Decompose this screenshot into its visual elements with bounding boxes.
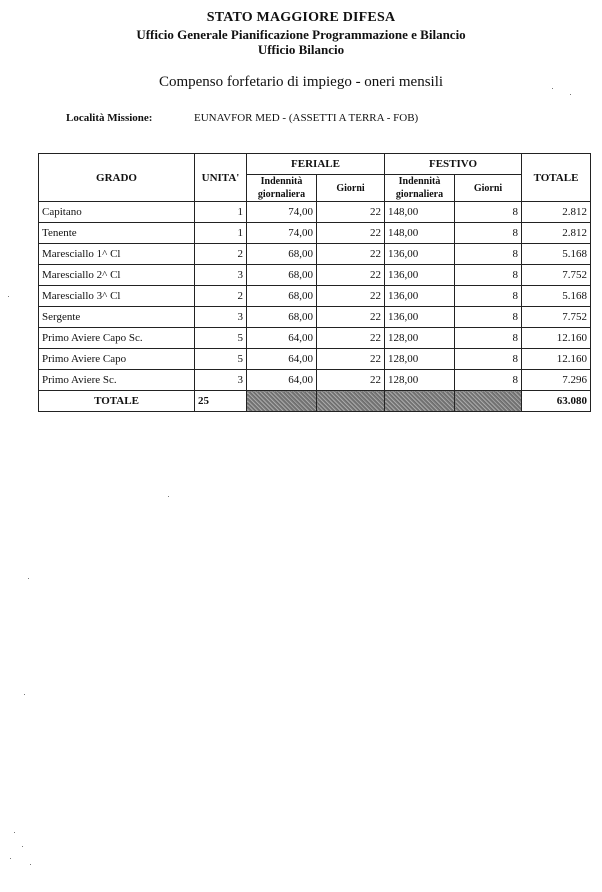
cell-feriale-giorni: 22 xyxy=(317,265,385,286)
cell-feriale-giorni: 22 xyxy=(317,223,385,244)
total-unita: 25 xyxy=(195,391,247,412)
total-label: TOTALE xyxy=(39,391,195,412)
cell-feriale-indennita: 74,00 xyxy=(247,202,317,223)
cell-totale: 2.812 xyxy=(522,223,591,244)
cell-grado: Maresciallo 3^ Cl xyxy=(39,286,195,307)
cell-festivo-indennita: 128,00 xyxy=(385,370,455,391)
cell-totale: 2.812 xyxy=(522,202,591,223)
cell-feriale-indennita: 68,00 xyxy=(247,244,317,265)
cell-unita: 3 xyxy=(195,370,247,391)
cell-grado: Sergente xyxy=(39,307,195,328)
cell-totale: 5.168 xyxy=(522,244,591,265)
cell-festivo-giorni: 8 xyxy=(455,370,522,391)
scan-speck xyxy=(30,864,31,865)
cell-festivo-indennita: 148,00 xyxy=(385,202,455,223)
cell-festivo-indennita: 136,00 xyxy=(385,286,455,307)
table-row xyxy=(39,307,591,328)
compensation-table xyxy=(38,153,591,412)
table-row xyxy=(39,223,591,244)
header-feriale-giorni: Giorni xyxy=(317,175,385,202)
cell-feriale-indennita: 68,00 xyxy=(247,307,317,328)
total-totale: 63.080 xyxy=(522,391,591,412)
cell-feriale-indennita: 68,00 xyxy=(247,286,317,307)
location-value: EUNAVFOR MED - (ASSETTI A TERRA - FOB) xyxy=(194,112,419,124)
cell-unita: 3 xyxy=(195,265,247,286)
table-row xyxy=(39,349,591,370)
cell-unita: 1 xyxy=(195,223,247,244)
cell-grado: Primo Aviere Capo Sc. xyxy=(39,328,195,349)
scan-speck xyxy=(552,88,553,89)
cell-feriale-indennita: 64,00 xyxy=(247,328,317,349)
header-grado: GRADO xyxy=(39,154,195,202)
scan-speck xyxy=(10,858,11,859)
cell-festivo-indennita: 128,00 xyxy=(385,328,455,349)
scan-speck xyxy=(22,846,23,847)
cell-feriale-giorni: 22 xyxy=(317,370,385,391)
header-festivo: FESTIVO xyxy=(385,154,522,175)
cell-feriale-giorni: 22 xyxy=(317,244,385,265)
header-totale: TOTALE xyxy=(522,154,591,202)
header-festivo-indennita: Indennità giornaliera xyxy=(385,175,455,202)
table-row xyxy=(39,265,591,286)
table-row xyxy=(39,328,591,349)
cell-festivo-indennita: 148,00 xyxy=(385,223,455,244)
total-row xyxy=(39,391,591,412)
cell-totale: 7.296 xyxy=(522,370,591,391)
table-row xyxy=(39,286,591,307)
shaded-cell xyxy=(385,391,455,412)
scan-speck xyxy=(8,296,9,297)
header-line-1: STATO MAGGIORE DIFESA xyxy=(206,10,396,25)
cell-totale: 5.168 xyxy=(522,286,591,307)
cell-totale: 12.160 xyxy=(522,349,591,370)
scan-speck xyxy=(24,694,25,695)
cell-feriale-indennita: 74,00 xyxy=(247,223,317,244)
cell-grado: Primo Aviere Sc. xyxy=(39,370,195,391)
scan-speck xyxy=(570,94,571,95)
cell-festivo-giorni: 8 xyxy=(455,286,522,307)
cell-festivo-indennita: 136,00 xyxy=(385,244,455,265)
cell-festivo-indennita: 136,00 xyxy=(385,307,455,328)
cell-unita: 1 xyxy=(195,202,247,223)
header-feriale: FERIALE xyxy=(247,154,385,175)
cell-festivo-giorni: 8 xyxy=(455,349,522,370)
cell-unita: 2 xyxy=(195,244,247,265)
cell-unita: 5 xyxy=(195,349,247,370)
cell-feriale-giorni: 22 xyxy=(317,328,385,349)
cell-unita: 5 xyxy=(195,328,247,349)
cell-festivo-giorni: 8 xyxy=(455,244,522,265)
cell-feriale-indennita: 64,00 xyxy=(247,370,317,391)
cell-totale: 7.752 xyxy=(522,265,591,286)
shaded-cell xyxy=(317,391,385,412)
cell-festivo-giorni: 8 xyxy=(455,223,522,244)
header-line-3: Ufficio Bilancio xyxy=(257,42,345,57)
table-row xyxy=(39,370,591,391)
cell-grado: Primo Aviere Capo xyxy=(39,349,195,370)
header-line-2: Ufficio Generale Pianificazione Programmazione e Bilancio xyxy=(136,27,466,42)
cell-feriale-giorni: 22 xyxy=(317,349,385,370)
cell-festivo-giorni: 8 xyxy=(455,307,522,328)
cell-feriale-indennita: 68,00 xyxy=(247,265,317,286)
cell-grado: Capitano xyxy=(39,202,195,223)
cell-grado: Maresciallo 2^ Cl xyxy=(39,265,195,286)
location-label: Località Missione: xyxy=(66,112,153,124)
cell-feriale-giorni: 22 xyxy=(317,286,385,307)
cell-totale: 12.160 xyxy=(522,328,591,349)
scan-speck xyxy=(28,578,29,579)
cell-unita: 2 xyxy=(195,286,247,307)
document-subtitle: Compenso forfetario di impiego - oneri mensili xyxy=(158,74,444,90)
table-row xyxy=(39,244,591,265)
cell-feriale-indennita: 64,00 xyxy=(247,349,317,370)
table-row xyxy=(39,202,591,223)
cell-grado: Tenente xyxy=(39,223,195,244)
shaded-cell xyxy=(455,391,522,412)
cell-festivo-giorni: 8 xyxy=(455,202,522,223)
cell-unita: 3 xyxy=(195,307,247,328)
cell-festivo-indennita: 128,00 xyxy=(385,349,455,370)
scan-speck xyxy=(168,496,169,497)
cell-feriale-giorni: 22 xyxy=(317,307,385,328)
cell-totale: 7.752 xyxy=(522,307,591,328)
scan-speck xyxy=(14,832,15,833)
cell-festivo-giorni: 8 xyxy=(455,265,522,286)
cell-grado: Maresciallo 1^ Cl xyxy=(39,244,195,265)
cell-festivo-indennita: 136,00 xyxy=(385,265,455,286)
shaded-cell xyxy=(247,391,317,412)
header-unita: UNITA' xyxy=(195,154,247,202)
header-festivo-giorni: Giorni xyxy=(455,175,522,202)
cell-feriale-giorni: 22 xyxy=(317,202,385,223)
header-feriale-indennita: Indennità giornaliera xyxy=(247,175,317,202)
cell-festivo-giorni: 8 xyxy=(455,328,522,349)
